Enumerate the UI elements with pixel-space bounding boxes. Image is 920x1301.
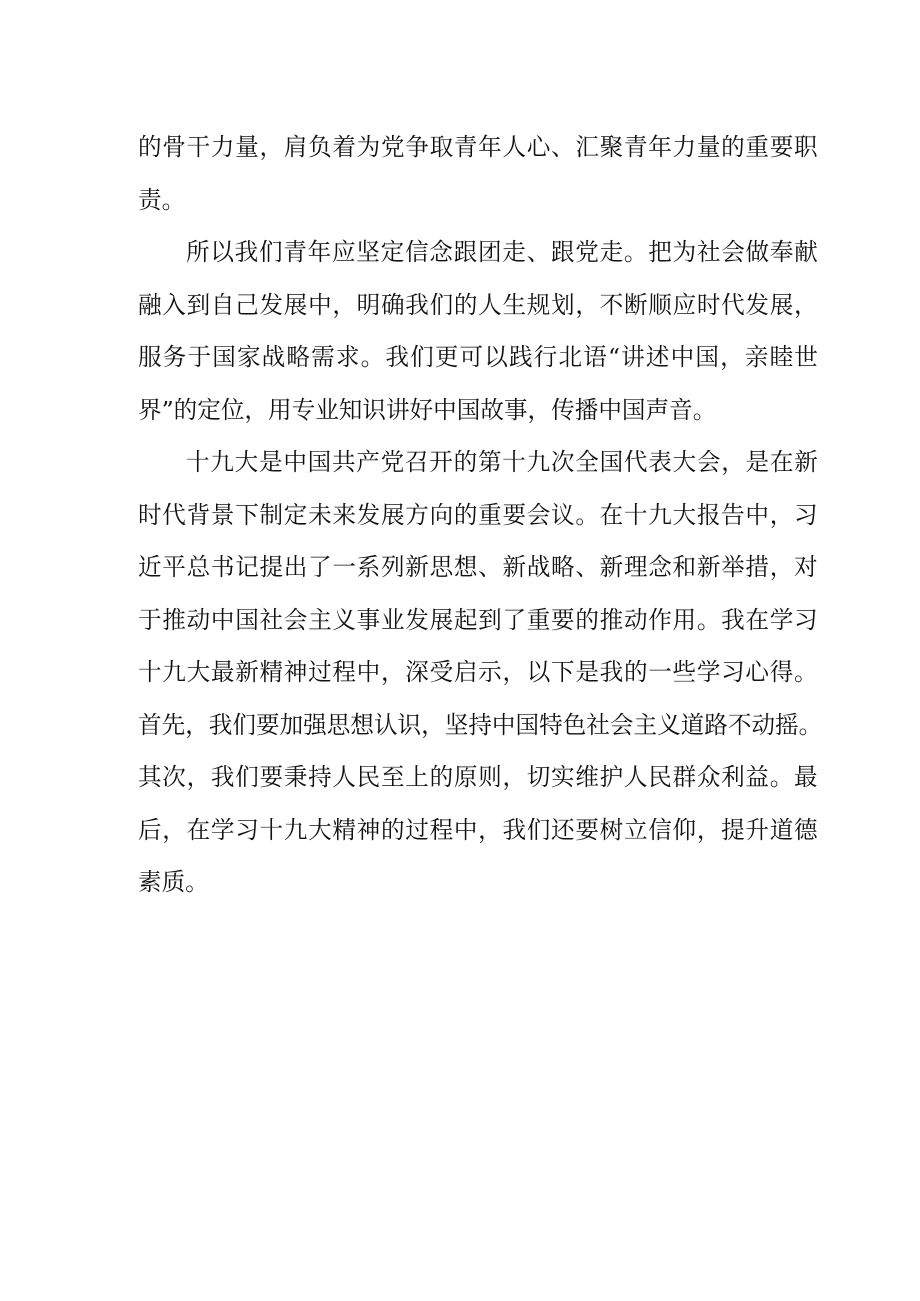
text-line: 其 次 ， 我 们 要 秉 持 人 民 至 上 的 原 则 ， 切 实 维 护 人 民 群 众 利 益 。 最 bbox=[138, 763, 818, 791]
text-line: 后 ， 在 学 习 十 九 大 精 神 的 过 程 中 ， 我 们 还 要 树 立 信 仰 ， 提 升 道 德 bbox=[138, 815, 818, 844]
text-line: 时 代 背 景 下 制 定 未 来 发 展 方 向 的 重 要 会 议 。 在 十 九 大 报 告 中 ， 习 bbox=[138, 500, 818, 529]
paragraph-first-line: 十 九 大 是 中 国 共 产 党 召 开 的 第 十 九 次 全 国 代 表 大 会 ， 是 在 新 bbox=[186, 448, 818, 476]
text-line: 的 骨 干 力 量 ， 肩 负 着 为 党 争 取 青 年 人 心 、 汇 聚 青 年 力 量 的 重 要 职 bbox=[138, 133, 818, 161]
text-line: 素质。 bbox=[138, 868, 209, 896]
document-body bbox=[138, 121, 823, 909]
text-line: 责。 bbox=[138, 185, 186, 214]
text-line: 融 入 到 自 己 发 展 中 ， 明 确 我 们 的 人 生 规 划 ， 不 断 顺 应 时 代 发 展 ， bbox=[138, 290, 818, 319]
text-line: 于 推 动 中 国 社 会 主 义 事 业 发 展 起 到 了 重 要 的 推 动 作 用 。 我 在 学 习 bbox=[138, 605, 818, 634]
text-line: 界”的定位，用专业知识讲好中国故事，传播中国声音。 bbox=[138, 395, 717, 424]
text-line: 服 务 于 国 家 战 略 需 求 。 我 们 更 可 以 践 行 北 语 “ 讲 述 中 国 ， 亲 睦 世 bbox=[138, 343, 818, 371]
paragraph-first-line: 所 以 我 们 青 年 应 坚 定 信 念 跟 团 走 、 跟 党 走 。 把 为 社 会 做 奉 献 bbox=[186, 238, 818, 266]
text-line: 近 平 总 书 记 提 出 了 一 系 列 新 思 想 、 新 战 略 、 新 理 念 和 新 举 措 ， 对 bbox=[138, 553, 818, 581]
text-line: 首 先 ， 我 们 要 加 强 思 想 认 识 ， 坚 持 中 国 特 色 社 会 主 义 道 路 不 动 摇 。 bbox=[138, 710, 823, 739]
text-line: 十 九 大 最 新 精 神 过 程 中 ， 深 受 启 示 ， 以 下 是 我 的 一 些 学 习 心 得 。 bbox=[138, 658, 818, 686]
